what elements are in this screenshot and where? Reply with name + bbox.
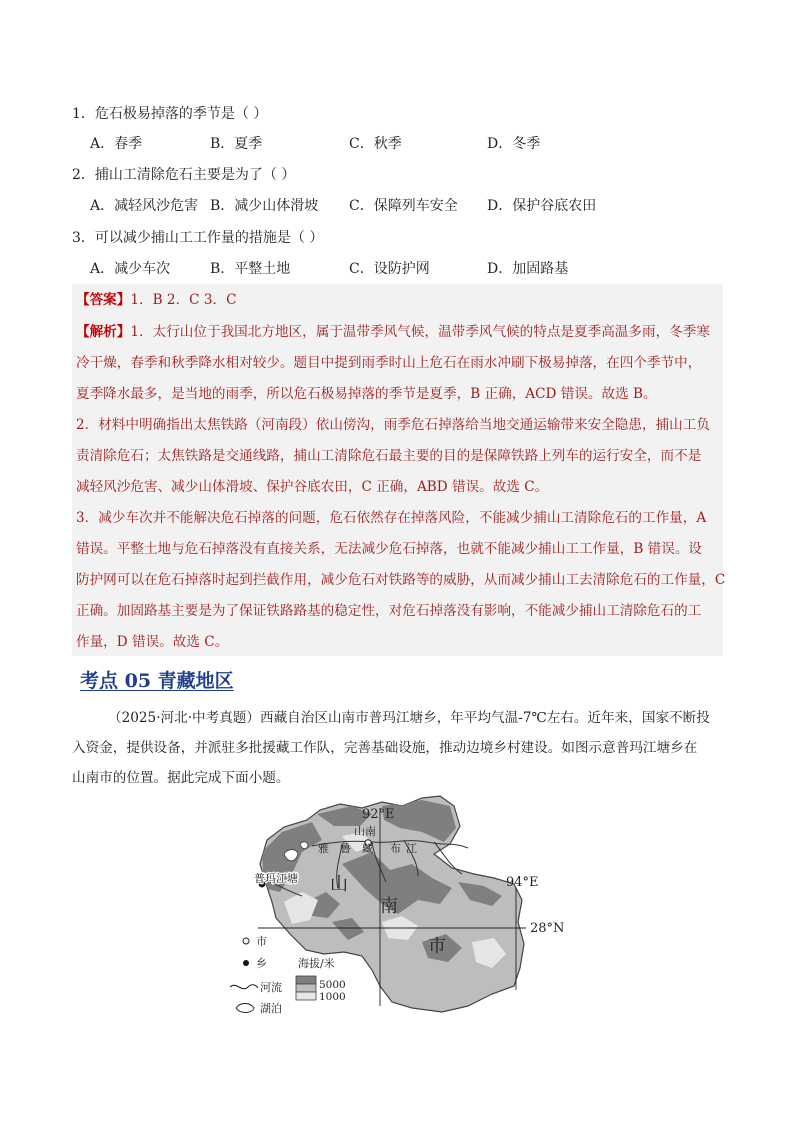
question-3-option-d: D．加固路基: [487, 261, 569, 277]
legend-city-label: 市: [256, 935, 267, 948]
legend-township-label: 乡: [256, 957, 267, 970]
river-label-char-1: 雅: [318, 842, 329, 855]
legend-low-swatch: [296, 992, 316, 1000]
river-label-char-5: 江: [406, 842, 417, 855]
question-1-option-c: C．秋季: [349, 136, 402, 152]
legend-river-label: 河流: [260, 981, 282, 994]
question-1-stem: 1．危石极易掉落的季节是（ ）: [72, 106, 268, 122]
region-char-2: 南: [380, 896, 398, 917]
question-2-option-d: D．保护谷底农田: [487, 198, 597, 214]
question-1-option-d: D．冬季: [487, 136, 541, 152]
question-3-option-c: C．设防护网: [349, 261, 430, 277]
longitude-92-label: 92°E: [362, 807, 395, 822]
question-2-option-c: C．保障列车安全: [349, 198, 458, 214]
answer-text: 1．B 2．C 3．C: [130, 292, 237, 308]
intro-line-1: （2025·河北·中考真题）西藏自治区山南市普玛江塘乡，年平均气温-7℃左右。近年来，国家不断投: [108, 710, 710, 726]
legend-high-swatch: [296, 976, 316, 984]
analysis-line-2: 冷干燥，春季和秋季降水相对较少。题目中提到雨季时山上危石在雨水冲刷下极易掉落，在四个季节中，: [76, 355, 702, 371]
analysis-text-1: 1．太行山位于我国北方地区，属于温带季风气候，温带季风气候的特点是夏季高温多雨，冬季寒: [130, 324, 710, 340]
question-1-option-b: B．夏季: [210, 136, 263, 152]
analysis-line-11: 作量，D 错误。故选 C。: [76, 634, 229, 650]
question-3-option-b: B．平整土地: [210, 261, 291, 277]
latitude-28-label: 28°N: [530, 921, 565, 936]
legend-elev-high: 5000: [319, 979, 346, 991]
city-label: 山南: [354, 825, 376, 838]
legend-elevation-title: 海拔/米: [298, 957, 335, 970]
section-title: 考点 05 青藏地区: [80, 670, 234, 692]
region-char-1: 山: [330, 874, 348, 895]
analysis-line-4: 2．材料中明确指出太焦铁路（河南段）依山傍沟，雨季危石掉落给当地交通运输带来安全隐患，捕山工负: [76, 417, 710, 433]
legend-lake-label: 湖泊: [260, 1002, 282, 1015]
river-label-char-4: 布: [390, 842, 401, 855]
analysis-line-5: 责清除危石；太焦铁路是交通线路，捕山工清除危石最主要的目的是保障铁路上列车的运行安全，而不是: [76, 448, 702, 464]
analysis-line-7: 3．减少车次并不能解决危石掉落的问题，危石依然存在掉落风险，不能减少捕山工清除危石的工作量，A: [76, 510, 707, 526]
question-2-option-b: B．减少山体滑坡: [210, 198, 319, 214]
question-2-option-a: A．减轻风沙危害: [90, 198, 199, 214]
analysis-tag: 【解析】: [76, 324, 131, 340]
question-1-option-a: A．春季: [90, 136, 143, 152]
answer-tag: 【答案】: [76, 292, 131, 308]
analysis-line-10: 正确。加固路基主要是为了保证铁路路基的稳定性，对危石掉落没有影响，不能减少捕山工清除危石的工: [76, 603, 702, 619]
location-map: [222, 792, 582, 1022]
analysis-line-3: 夏季降水最多，是当地的雨季，所以危石极易掉落的季节是夏季，B 正确，ACD 错误。故选 B。: [76, 386, 657, 402]
analysis-line-9: 防护网可以在危石掉落时起到拦截作用，减少危石对铁路等的威胁，从而减少捕山工去清除危石的工作量，C: [76, 572, 726, 588]
legend-township-icon: [243, 960, 249, 966]
intro-line-2: 入资金，提供设备，并派驻多批援藏工作队，完善基础设施，推动边境乡村建设。如图示意普玛江塘乡在: [72, 740, 698, 756]
legend-elev-low: 1000: [319, 991, 346, 1003]
river-label-char-2: 鲁: [340, 842, 351, 855]
legend-city-icon: [243, 938, 249, 944]
intro-line-3: 山南市的位置。据此完成下面小题。: [72, 770, 290, 786]
analysis-line-1: [76, 322, 710, 342]
legend-river-icon: [230, 985, 258, 989]
question-3-stem: 3．可以减少捕山工工作量的措施是（ ）: [72, 230, 324, 246]
answer-line: [76, 290, 237, 310]
question-2-stem: 2．捕山工清除危石主要是为了（ ）: [72, 167, 296, 183]
river-label-char-3: 藏: [362, 842, 373, 855]
township-label: 普玛江塘: [254, 872, 298, 885]
analysis-line-6: 减轻风沙危害、减少山体滑坡、保护谷底农田，C 正确，ABD 错误。故选 C。: [76, 479, 549, 495]
question-3-option-a: A．减少车次: [90, 261, 171, 277]
legend-lake-icon: [236, 1004, 254, 1013]
analysis-line-8: 错误。平整土地与危石掉落没有直接关系，无法减少危石掉落，也就不能减少捕山工工作量，B 错误。设: [76, 541, 703, 557]
region-char-3: 市: [428, 936, 446, 957]
legend-mid-swatch: [296, 984, 316, 992]
longitude-94-label: 94°E: [506, 875, 539, 890]
